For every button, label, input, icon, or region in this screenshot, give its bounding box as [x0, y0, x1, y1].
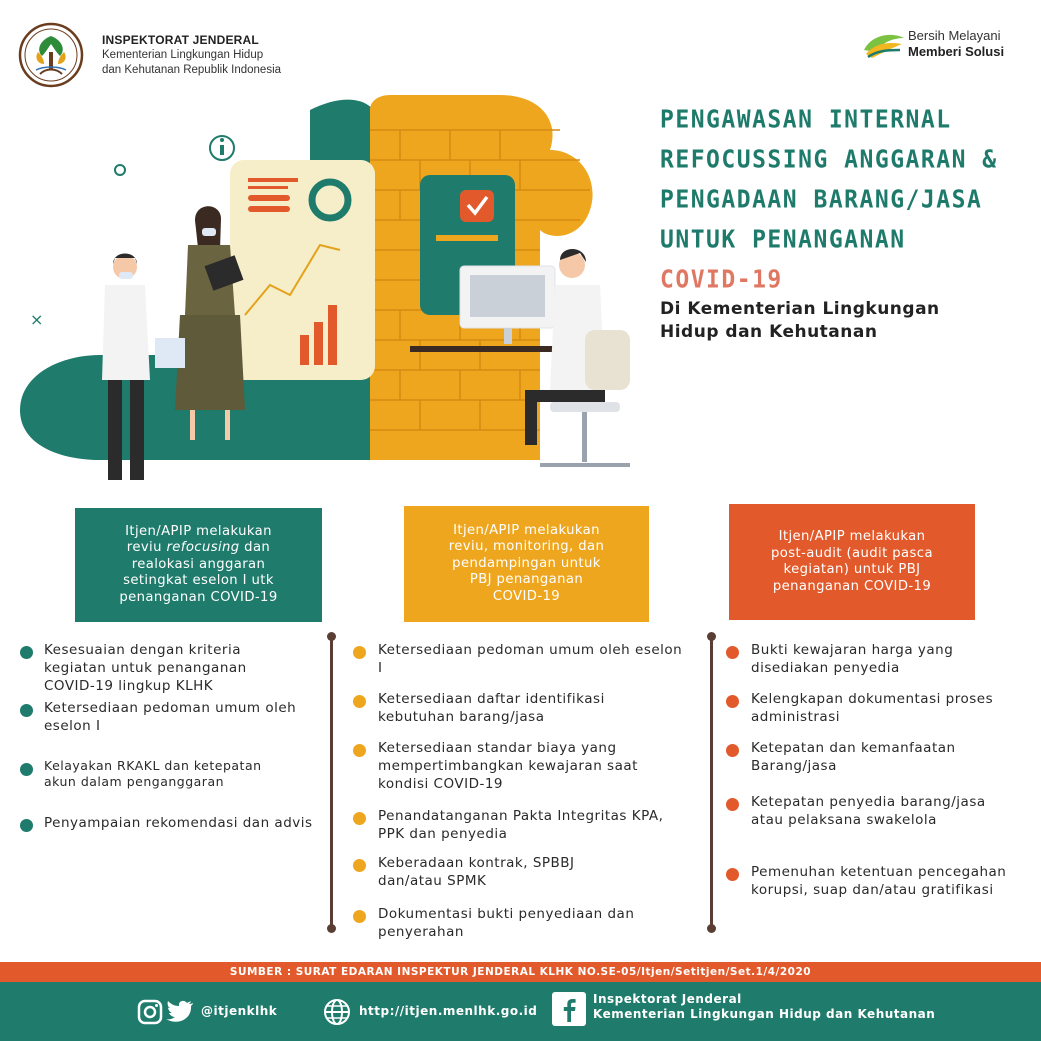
deco-cross: ×	[30, 310, 44, 329]
box1-line2	[119, 540, 277, 557]
org-name	[102, 33, 281, 78]
list-item: Ketepatan penyedia barang/jasa atau pelaksana swakelola	[751, 794, 986, 828]
box2-line4: PBJ penanganan	[469, 572, 584, 588]
separator-1	[330, 636, 333, 928]
fb-page-line2[interactable]: Kementerian Lingkungan Hidup dan Kehutanan	[593, 1007, 936, 1021]
list-item: Penyampaian rekomendasi dan advis	[44, 815, 313, 831]
bullet-dot	[20, 819, 33, 832]
box3-line1: Itjen/APIP melakukan	[778, 529, 926, 544]
bullet-dot	[726, 798, 739, 811]
main-title	[660, 100, 1030, 300]
box3-line2: post-audit (audit pasca	[771, 545, 933, 561]
list-item: Penandatanganan Pakta Integritas KPA, PPK dan penyedia	[378, 808, 664, 842]
box1-line1: Itjen/APIP melakukan	[125, 523, 272, 539]
bullet-dot	[20, 704, 33, 717]
box3-line4: penanganan COVID-19	[772, 578, 932, 594]
org-line1: Kementerian Lingkungan Hidup	[102, 49, 264, 61]
subtitle	[660, 298, 1030, 344]
box2-line1: Itjen/APIP melakukan	[453, 522, 600, 538]
facebook-icon[interactable]	[552, 992, 586, 1026]
category-box-post-audit	[729, 504, 975, 620]
slogan-line1: Bersih Melayani	[908, 28, 1001, 43]
bullet-dot	[726, 744, 739, 757]
title-line-4: UNTUK PENANGANAN	[660, 225, 906, 255]
org-title: INSPEKTORAT JENDERAL	[102, 33, 259, 47]
category-box-budget-review	[75, 508, 322, 622]
bullet-dot	[726, 868, 739, 881]
separator-2	[710, 636, 713, 928]
social-handle[interactable]: @itjenklhk	[201, 1004, 278, 1018]
bullet-dot	[726, 695, 739, 708]
list-item: Dokumentasi bukti penyediaan dan penyerahan	[378, 906, 635, 940]
box3-line3: kegiatan) untuk PBJ	[783, 562, 921, 577]
list-item: Keberadaan kontrak, SPBBJ dan/atau SPMK	[378, 855, 575, 889]
list-item: Ketersediaan daftar identifikasi kebutuhan barang/jasa	[378, 691, 605, 725]
bullet-dot	[20, 763, 33, 776]
box1-line4: setingkat eselon I utk	[123, 573, 274, 589]
list-item: Ketersediaan pedoman umum oleh eselon I	[44, 700, 297, 734]
globe-icon	[322, 997, 352, 1027]
bullet-dot	[353, 910, 366, 923]
list-item: Bukti kewajaran harga yang disediakan penyedia	[751, 642, 954, 676]
list-item: Ketepatan dan kemanfaatan Barang/jasa	[751, 740, 956, 774]
twitter-icon[interactable]	[166, 1000, 194, 1024]
title-line-3: PENGADAAN BARANG/JASA	[660, 185, 983, 215]
bullet-dot	[353, 695, 366, 708]
box1-line2-text: reviu refocusing dan	[126, 540, 271, 556]
bullet-dot	[353, 646, 366, 659]
org-line2: dan Kehutanan Republik Indonesia	[102, 64, 282, 76]
subtitle-line1: Di Kementerian Lingkungan	[660, 299, 940, 319]
list-item: Ketersediaan standar biaya yang mempertimbangkan kewajaran saat kondisi COVID-19	[378, 740, 638, 792]
klhk-logo	[18, 22, 84, 88]
office-illustration	[20, 90, 660, 500]
bullet-dot	[353, 859, 366, 872]
title-covid: COVID-19	[660, 265, 783, 295]
bullet-dot	[20, 646, 33, 659]
list-item: Kesesuaian dengan kriteria kegiatan untuk penanganan COVID-19 lingkup KLHK	[44, 642, 247, 694]
slogan-line2: Memberi Solusi	[908, 44, 1005, 59]
instagram-icon[interactable]	[137, 999, 163, 1025]
title-line-2: REFOCUSSING ANGGARAN &	[660, 145, 998, 175]
box1-line3: realokasi anggaran	[131, 556, 266, 572]
category-box-pbj-review	[404, 506, 649, 622]
list-item: Pemenuhan ketentuan pencegahan korupsi, suap dan/atau gratifikasi	[751, 864, 1007, 898]
list-item: Kelengkapan dokumentasi proses administrasi	[751, 691, 994, 725]
list-item: Kelayakan RKAKL dan ketepatan akun dalam penganggaran	[44, 758, 262, 789]
fb-page-line1[interactable]: Inspektorat Jenderal	[593, 992, 742, 1006]
box1-line5: penanganan COVID-19	[119, 589, 278, 605]
box2-line2: reviu, monitoring, dan	[448, 539, 605, 555]
list-item: Ketersediaan pedoman umum oleh eselon I	[378, 642, 683, 676]
separator-cap-bottom-2	[707, 924, 716, 933]
bullet-dot	[353, 744, 366, 757]
bullet-dot	[353, 812, 366, 825]
slogan	[862, 28, 1032, 68]
website-link[interactable]: http://itjen.menlhk.go.id	[359, 1004, 538, 1018]
title-line-1: PENGAWASAN INTERNAL	[660, 105, 952, 135]
box2-line3: pendampingan untuk	[452, 555, 601, 571]
source-bar: SUMBER : SURAT EDARAN INSPEKTUR JENDERAL KLHK NO.SE-05/Itjen/Setitjen/Set.1/4/2020	[0, 962, 1041, 982]
subtitle-line2: Hidup dan Kehutanan	[660, 322, 878, 342]
deco-circle	[115, 165, 125, 175]
separator-cap-bottom-1	[327, 924, 336, 933]
footer	[0, 982, 1041, 1041]
bullet-dot	[726, 646, 739, 659]
box2-line5: COVID-19	[492, 588, 561, 604]
slogan-leaf-icon	[862, 30, 906, 60]
